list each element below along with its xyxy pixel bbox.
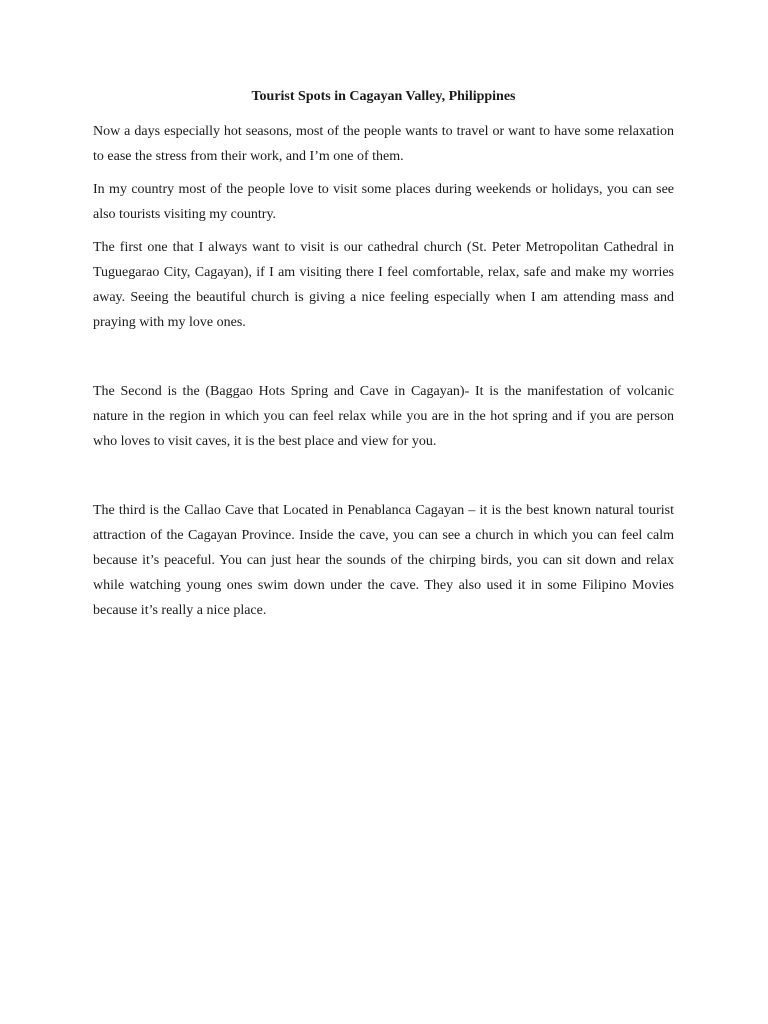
paragraph-intro: Now a days especially hot seasons, most of the people wants to travel or want to have some relaxation to ease the stress from their work, and I’m one of them.	[93, 124, 674, 164]
document-title: Tourist Spots in Cagayan Valley, Philippines	[251, 89, 516, 104]
document-page	[93, 88, 674, 631]
paragraph-spacer	[93, 462, 674, 498]
paragraph-country: In my country most of the people love to visit some places during weekends or holidays, you can see also tourists visiting my country.	[93, 182, 674, 222]
paragraph-cathedral: The first one that I always want to visit is our cathedral church (St. Peter Metropolitan Cathedral in Tuguegarao City, Cagayan), if I am visiting there I feel comfortable, relax, safe and make my worries away. Seeing the beautiful church is giving a nice feeling especially when I am attending mass and praying with my love ones.	[93, 240, 674, 330]
paragraph-callao: The third is the Callao Cave that Located in Penablanca Cagayan – it is the best known natural tourist attraction of the Cagayan Province. Inside the cave, you can see a church in which you can feel calm because it’s peaceful. You can just hear the sounds of the chirping birds, you can sit down and relax while watching young ones swim down under the cave. They also used it in some Filipino Movies because it’s really a nice place.	[93, 503, 674, 618]
paragraph-spacer	[93, 343, 674, 379]
paragraph-baggao: The Second is the (Baggao Hots Spring and Cave in Cagayan)- It is the manifestation of volcanic nature in the region in which you can feel relax while you are in the hot spring and if you are person who loves to visit caves, it is the best place and view for you.	[93, 384, 674, 449]
